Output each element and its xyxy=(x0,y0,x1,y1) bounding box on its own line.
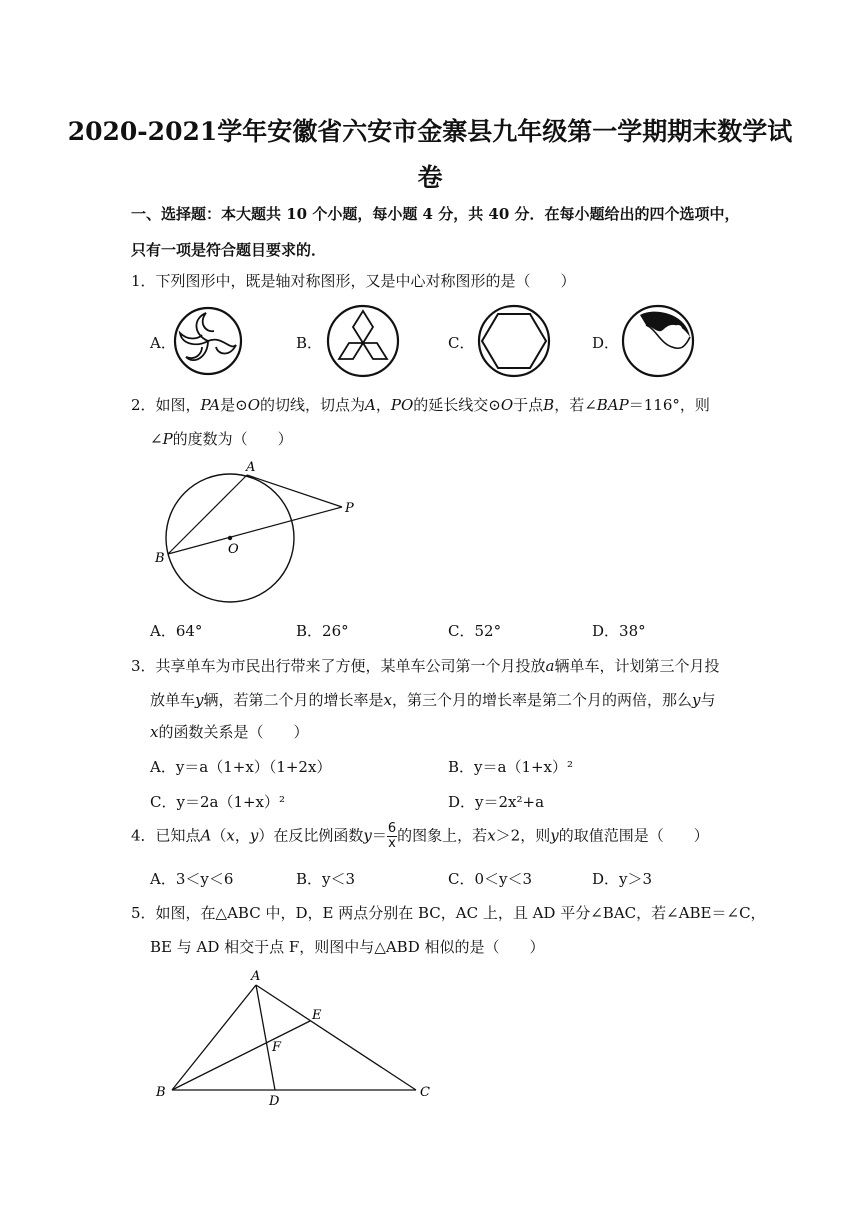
section-header-cont: 只有一项是符合题目要求的． xyxy=(131,241,327,259)
q1-figure-d-yinyang xyxy=(620,303,696,379)
q2-option-d: D．38° xyxy=(592,622,646,640)
q2-label-a: A xyxy=(246,460,256,475)
q5-figure-triangle xyxy=(150,965,450,1110)
q5-label-b: B xyxy=(156,1085,166,1100)
question-5-stem-line2: BE 与 AD 相交于点 F，则图中与△ABD 相似的是（ ） xyxy=(150,938,545,956)
question-4-stem: 4．已知点A（x，y）在反比例函数y＝ $\frac{6}{x}$ 的图象上，若x＞2，则y的取值范围是（ ） xyxy=(131,821,709,851)
q3-option-d: D．y＝2x²+a xyxy=(448,793,545,811)
q1-option-d-label: D． xyxy=(592,334,620,352)
q4-fraction: $\frac{6}{x}$ xyxy=(387,821,397,851)
q1-option-c-label: C． xyxy=(448,334,475,352)
question-1-stem: 1．下列图形中，既是轴对称图形，又是中心对称图形的是（ ） xyxy=(131,272,576,290)
q1-figure-c-hexagon xyxy=(476,303,552,379)
q2-label-o: O xyxy=(228,542,239,557)
q4-option-b: B．y＜3 xyxy=(296,870,356,888)
question-2-stem-line2: ∠P的度数为（ ） xyxy=(150,430,293,448)
q1-option-b-label: B． xyxy=(296,334,323,352)
q3-option-b: B．y＝a（1+x）² xyxy=(448,758,574,776)
q3-option-a: A．y＝a（1+x）（1+2x） xyxy=(150,758,332,776)
question-3-stem-line2: 放单车y辆，若第二个月的增长率是x，第三个月的增长率是第二个月的两倍，那么y与 xyxy=(150,691,716,709)
q2-option-c: C．52° xyxy=(448,622,502,640)
q1-figure-a-swirl xyxy=(172,305,244,377)
q2-figure-circle-tangent xyxy=(150,455,370,605)
q5-label-a: A xyxy=(251,969,261,984)
question-5-stem-line1: 5．如图，在△ABC 中，D，E 两点分别在 BC，AC 上，且 AD 平分∠BAC，若∠ABE＝∠C， xyxy=(131,904,766,922)
q5-label-d: D xyxy=(269,1094,280,1109)
page-title-cont: 卷 xyxy=(417,163,443,192)
q3-option-c: C．y＝2a（1+x）² xyxy=(150,793,286,811)
q1-option-a-label: A． xyxy=(150,334,176,352)
section-header: 一、选择题：本大题共 10 个小题，每小题 4 分，共 40 分．在每小题给出的四个选项中， xyxy=(131,205,740,223)
q4-option-c: C．0＜y＜3 xyxy=(448,870,533,888)
q2-option-b: B．26° xyxy=(296,622,349,640)
question-3-stem-line1: 3．共享单车为市民出行带来了方便，某单车公司第一个月投放a辆单车，计划第三个月投 xyxy=(131,657,720,675)
q2-option-a: A．64° xyxy=(150,622,203,640)
q4-option-d: D．y＞3 xyxy=(592,870,653,888)
question-2-stem-line1: 2．如图，PA是⊙O的切线，切点为A，PO的延长线交⊙O于点B，若∠BAP＝116°，则 xyxy=(131,396,710,414)
q1-figure-b-diamonds xyxy=(325,303,401,379)
q4-option-a: A．3＜y＜6 xyxy=(150,870,234,888)
q5-label-c: C xyxy=(420,1085,430,1100)
q2-label-b: B xyxy=(155,551,165,566)
page-title: 2020-2021学年安徽省六安市金寨县九年级第一学期期末数学试 xyxy=(67,117,793,146)
q2-label-p: P xyxy=(345,501,354,516)
question-3-stem-line3: x的函数关系是（ ） xyxy=(150,723,309,741)
q5-label-f: F xyxy=(272,1040,282,1055)
q5-label-e: E xyxy=(312,1008,322,1023)
